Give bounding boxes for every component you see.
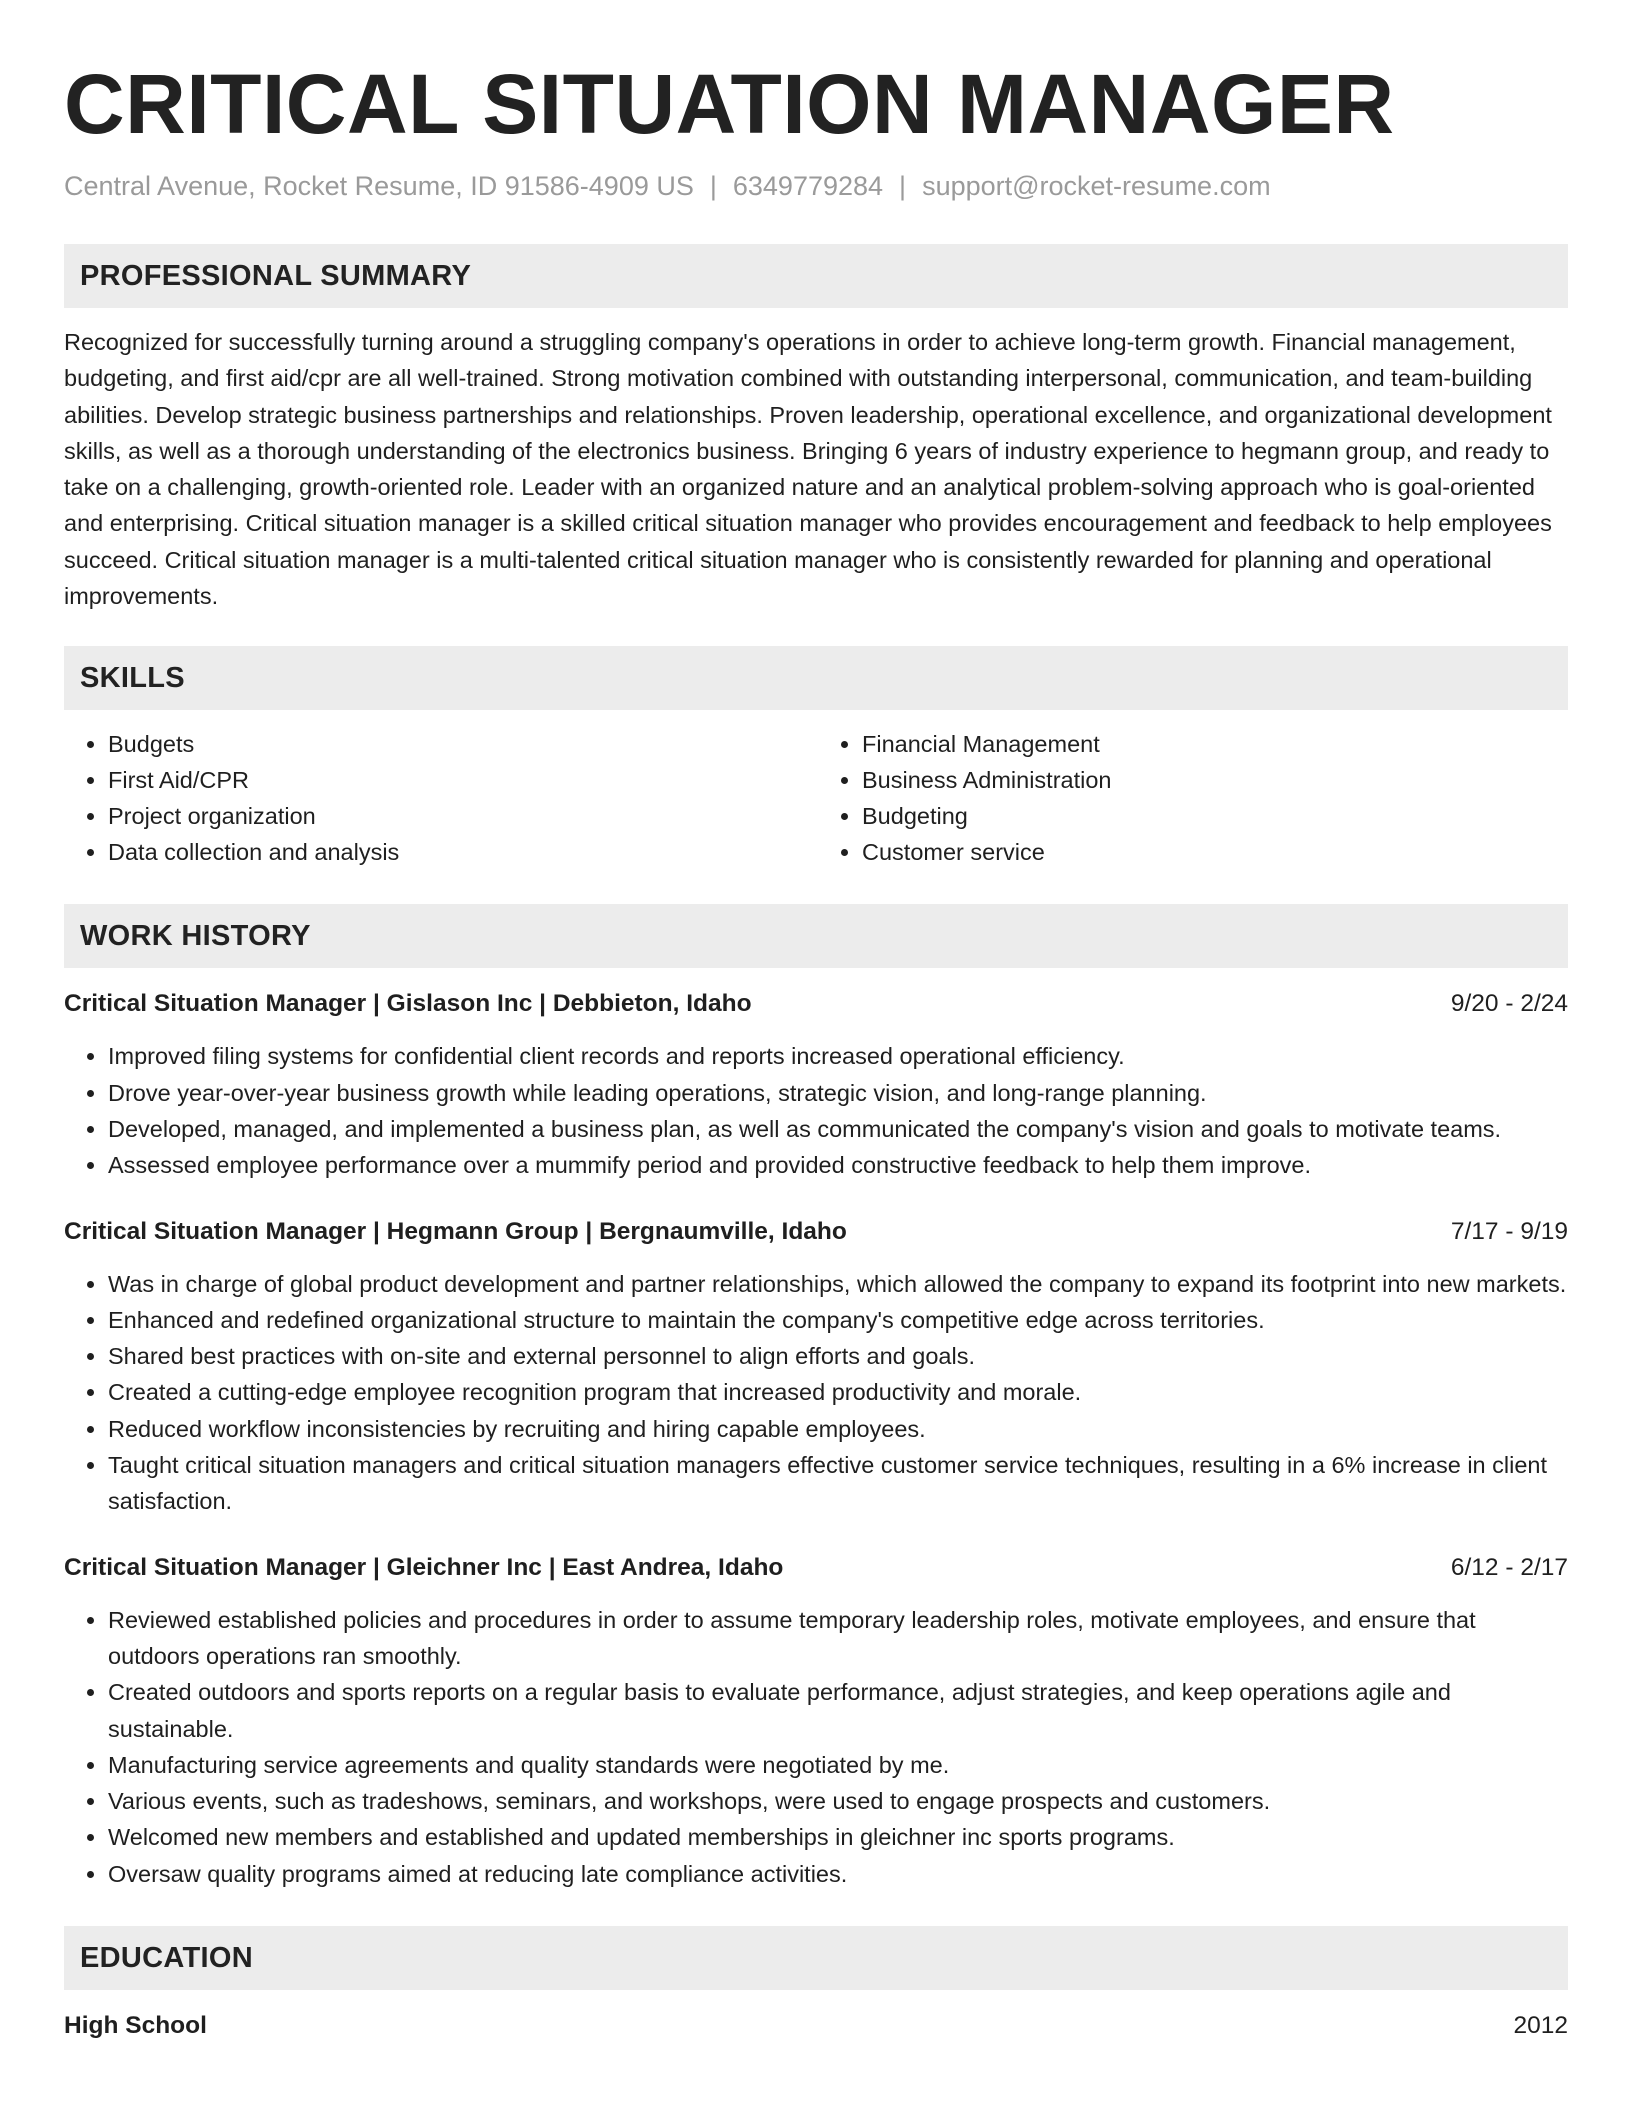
job-bullet: • Enhanced and redefined organizational structure to maintain the company's competitive edge across territories. [108, 1302, 1568, 1338]
job-bullet: • Improved filing systems for confidential client records and reports increased operational efficiency. [108, 1038, 1568, 1074]
contact-separator: | [899, 171, 907, 201]
job-bullets [64, 1602, 1568, 1892]
skill-item: • Data collection and analysis [108, 834, 806, 870]
job-bullet: • Assessed employee performance over a mummify period and provided constructive feedback to help them improve. [108, 1147, 1568, 1183]
job-title: Critical Situation Manager | Hegmann Group | Bergnaumville, Idaho [64, 1217, 847, 1245]
job-bullet: • Was in charge of global product development and partner relationships, which allowed the company to expand its footprint into new markets. [108, 1266, 1568, 1302]
job-bullet: • Created outdoors and sports reports on a regular basis to evaluate performance, adjust strategies, and keep operations agile and sustainable. [108, 1674, 1568, 1747]
contact-separator: | [709, 171, 717, 201]
job-entry [64, 986, 1568, 1183]
job-title: Critical Situation Manager | Gleichner Inc | East Andrea, Idaho [64, 1553, 784, 1581]
skill-item: • Budgets [108, 726, 806, 762]
job-bullet: • Manufacturing service agreements and quality standards were negotiated by me. [108, 1747, 1568, 1783]
candidate-name: CRITICAL SITUATION MANAGER [64, 57, 1395, 151]
job-bullet: • Reduced workflow inconsistencies by recruiting and hiring capable employees. [108, 1411, 1568, 1447]
job-bullet: • Welcomed new members and established and updated memberships in gleichner inc sports programs. [108, 1819, 1568, 1855]
job-bullet: • Reviewed established policies and procedures in order to assume temporary leadership roles, motivate employees, and ensure that outdoors operations ran smoothly. [108, 1602, 1568, 1675]
education-degree: High School [64, 2012, 207, 2040]
skill-item: • First Aid/CPR [108, 762, 806, 798]
contact-email: support@rocket-resume.com [922, 171, 1271, 201]
education-entry [64, 2008, 1568, 2044]
job-entry [64, 1550, 1568, 1892]
resume-page [64, 52, 1568, 2044]
job-bullet: • Developed, managed, and implemented a business plan, as well as communicated the company's vision and goals to motivate teams. [108, 1111, 1568, 1147]
job-bullet: • Created a cutting-edge employee recognition program that increased productivity and morale. [108, 1374, 1568, 1410]
job-title: Critical Situation Manager | Gislason Inc | Debbieton, Idaho [64, 990, 752, 1018]
skills-column-left [64, 726, 806, 870]
section-header-summary: PROFESSIONAL SUMMARY [64, 244, 1568, 308]
education-year: 2012 [1513, 2012, 1568, 2040]
job-dates: 6/12 - 2/17 [1450, 1553, 1568, 1581]
job-bullet: • Taught critical situation managers and critical situation managers effective customer service techniques, resulting in a 6% increase in client satisfaction. [108, 1447, 1568, 1520]
job-header [64, 1550, 1568, 1586]
skills-list [64, 726, 1568, 870]
skill-item: • Project organization [108, 798, 806, 834]
job-bullet: • Oversaw quality programs aimed at reducing late compliance activities. [108, 1856, 1568, 1892]
skill-item: • Business Administration [862, 762, 1548, 798]
contact-line [64, 168, 1568, 204]
contact-phone: 6349779284 [732, 171, 884, 201]
summary-text: Recognized for successfully turning around a struggling company's operations in order to achieve long-term growth. Financial management, budgeting, and first aid/cpr are all well-trained. Strong motivation combined with outstanding interpersonal, communication, and team-building abilities. Develop strategic business partnerships and relationships. Proven leadership, operational excellence, and organizational development skills, as well as a thorough understanding of the electronics business. Bringing 6 years of industry experience to hegmann group, and ready to take on a challenging, growth-oriented role. Leader with an organized nature and an analytical problem-solving approach who is goal-oriented and enterprising. Critical situation manager is a skilled critical situation manager who provides encouragement and feedback to help employees succeed. Critical situation manager is a multi-talented critical situation manager who is consistently rewarded for planning and operational improvements. [64, 329, 1552, 610]
job-bullets [64, 1266, 1568, 1520]
section-header-education: EDUCATION [64, 1926, 1568, 1990]
job-header [64, 986, 1568, 1022]
section-header-work: WORK HISTORY [64, 904, 1568, 968]
job-dates: 7/17 - 9/19 [1450, 1217, 1568, 1245]
job-bullet: • Shared best practices with on-site and external personnel to align efforts and goals. [108, 1338, 1568, 1374]
contact-address: Central Avenue, Rocket Resume, ID 91586-4909 US [64, 171, 694, 201]
job-header [64, 1214, 1568, 1250]
skill-item: • Budgeting [862, 798, 1548, 834]
section-header-skills: SKILLS [64, 646, 1568, 710]
job-bullet: • Various events, such as tradeshows, seminars, and workshops, were used to engage prospects and customers. [108, 1783, 1568, 1819]
job-entry [64, 1214, 1568, 1520]
skills-column-right [806, 726, 1548, 870]
skill-item: • Customer service [862, 834, 1548, 870]
job-bullet: • Drove year-over-year business growth while leading operations, strategic vision, and long-range planning. [108, 1075, 1568, 1111]
job-bullets [64, 1038, 1568, 1183]
skill-item: • Financial Management [862, 726, 1548, 762]
job-dates: 9/20 - 2/24 [1450, 990, 1568, 1018]
